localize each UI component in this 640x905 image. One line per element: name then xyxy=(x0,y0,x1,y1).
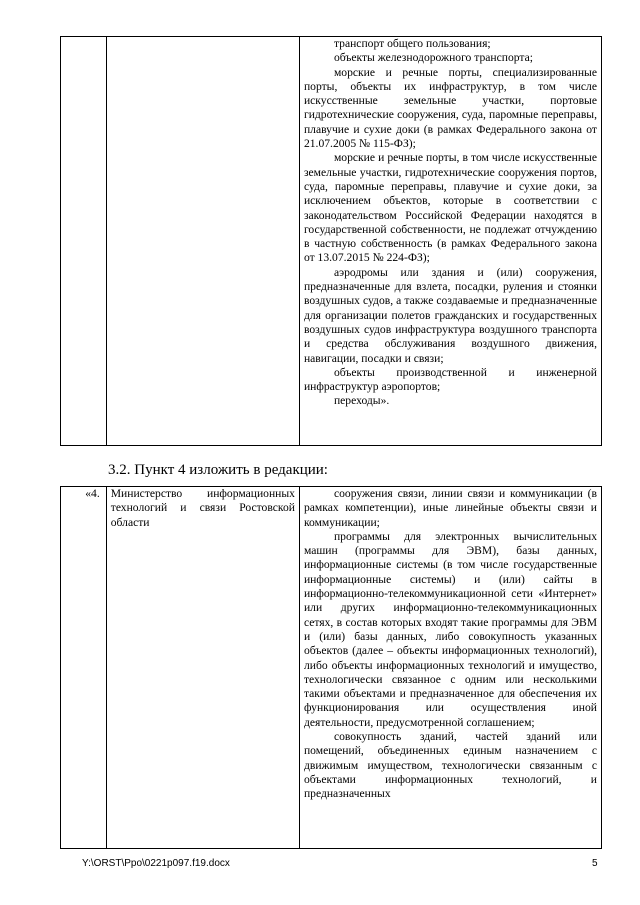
paragraph: транспорт общего пользования; xyxy=(333,37,491,50)
footer-file-path: Y:\ORST\Ppo\0221p097.f19.docx xyxy=(82,858,230,869)
table-cell-empty xyxy=(61,37,107,446)
paragraph: Министерство информационных технологий и связи Ростовской области xyxy=(110,487,295,529)
ministry-name xyxy=(106,487,299,849)
table-item-4 xyxy=(60,486,602,849)
paragraph: программы для электронных вычислительных машин (программы для ЭВМ), базы данных, информационные системы (в том числе государственные информационные системы) и (или) сайты в информационно-телекоммуникационной сети «Интернет» или других информационно-телекоммуникационных сетях, в состав которых входят такие программы для ЭВМ и (или) базы данных, либо совокупность указанных объектов (далее – объекты информационных технологий), либо объекты информационных технологий и имущество, технологически связанное с одним или несколькими такими объектами и предназначенное для обеспечения их функционирования или осуществления иной деятельности, предусмотренной соглашением; xyxy=(303,529,597,729)
paragraph: морские и речные порты, в том числе искусственные земельные участки, гидротехнические сооружения портов, суда, паромные переправы, плавучие и сухие доки, за исключением объектов, которые в соответствии с законодательством Российской Федерации находятся в государственной собственности, не подлежат отчуждению в частную собственность (в рамках Федерального закона от 13.07.2015 № 224-ФЗ); xyxy=(303,151,597,265)
table-cell-empty xyxy=(106,37,299,446)
section-heading: 3.2. Пункт 4 изложить в редакции: xyxy=(108,462,328,478)
table-row xyxy=(61,37,602,446)
paragraph: объекты железнодорожного транспорта; xyxy=(333,51,533,65)
paragraph: совокупность зданий, частей зданий или помещений, объединенных единым назначением с движимым имуществом, технологически связанным с объектами информационных технологий, и предназначенных xyxy=(303,730,597,801)
item-number: «4. xyxy=(61,487,107,849)
paragraph: переходы». xyxy=(333,394,390,408)
table-cell-objects xyxy=(299,487,601,849)
paragraph: сооружения связи, линии связи и коммуникации (в рамках компетенции), иные линейные объекты связи и коммуникации; xyxy=(303,487,597,529)
paragraph: объекты производственной и инженерной инфраструктур аэропортов; xyxy=(303,365,597,394)
paragraph: морские и речные порты, специализированные порты, объекты их инфраструктур, в том числе искусственные земельные участки, портовые гидротехнические сооружения, суда, паромные переправы, плавучие и сухие доки (в рамках Федерального закона от 21.07.2005 № 115-ФЗ); xyxy=(303,65,597,151)
table-cell-objects xyxy=(299,37,601,446)
table-row xyxy=(61,487,602,849)
paragraph: аэродромы или здания и (или) сооружения, предназначенные для взлета, посадки, руления и стоянки воздушных судов, а также создаваемые и предназначенные для организации полетов гражданских и государственных воздушных судов инфраструктура воздушного транспорта и средства обслуживания воздушного движения, навигации, посадки и связи; xyxy=(303,265,597,365)
table-continued xyxy=(60,36,602,446)
footer-page-number: 5 xyxy=(592,858,598,869)
